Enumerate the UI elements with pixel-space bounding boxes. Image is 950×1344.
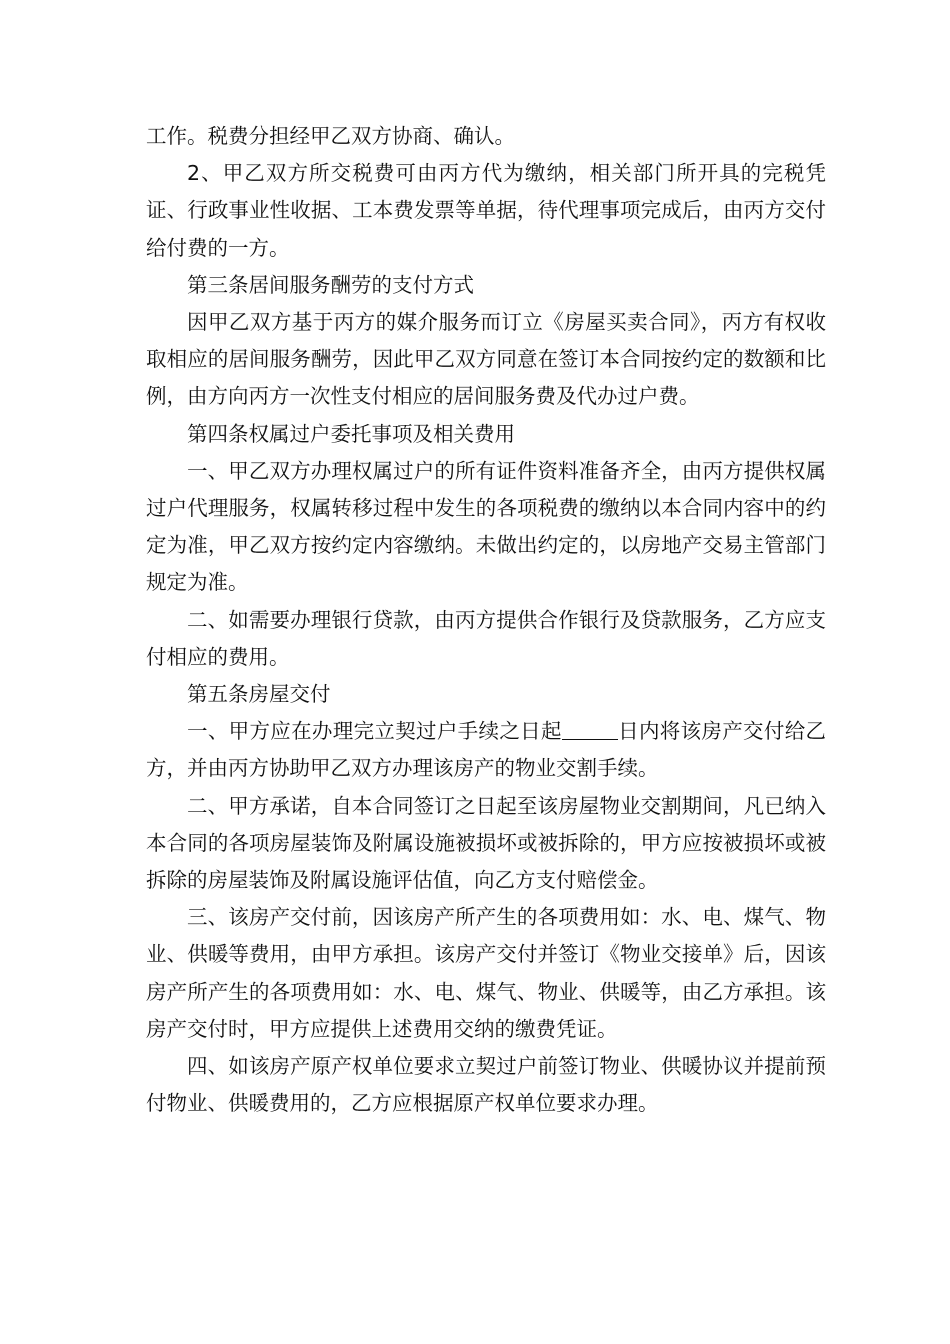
article-3-heading: 第三条居间服务酬劳的支付方式 (187, 272, 474, 297)
delivery-text-before-blank: 一、甲方应在办理完立契过户手续之日起 (187, 719, 562, 744)
paragraph-tax-sharing: 工作。税费分担经甲乙双方协商、确认。 (146, 124, 515, 148)
paragraph-delivery-deadline (146, 713, 826, 787)
paragraph-utility-fees: 三、该房产交付前，因该房产所产生的各项费用如：水、电、煤气、物业、供暖等费用，由甲方承担。该房产交付并签订《物业交接单》后，因该房产所产生的各项费用如：水、电、煤气、物业、供暖等，由乙方承担。该房产交付时，甲方应提供上述费用交纳的缴费凭证。 (146, 905, 826, 1041)
article-4-heading: 第四条权属过户委托事项及相关费用 (187, 421, 515, 446)
paragraph-damage-compensation: 二、甲方承诺，自本合同签订之日起至该房屋物业交割期间，凡已纳入本合同的各项房屋装饰及附属设施被损坏或被拆除的，甲方应按被损坏或被拆除的房屋装饰及附属设施评估值，向乙方支付赔偿金。 (146, 793, 826, 893)
paragraph-brokerage-fee: 因甲乙双方基于丙方的媒介服务而订立《房屋买卖合同》，丙方有权收取相应的居间服务酬劳，因此甲乙双方同意在签订本合同按约定的数额和比例，由方向丙方一次性支付相应的居间服务费及代办过户费。 (146, 310, 826, 409)
paragraph-tax-payment-by-c: 2、甲乙双方所交税费可由丙方代为缴纳，相关部门所开具的完税凭证、行政事业性收据、工本费发票等单据，待代理事项完成后，由丙方交付给付费的一方。 (146, 161, 826, 260)
paragraph-transfer-service: 一、甲乙双方办理权属过户的所有证件资料准备齐全，由丙方提供权属过户代理服务，权属转移过程中发生的各项税费的缴纳以本合同内容中的约定为准，甲乙双方按约定内容缴纳。未做出约定的，以房地产交易主管部门规定为准。 (146, 458, 826, 595)
paragraph-bank-loan: 二、如需要办理银行贷款，由丙方提供合作银行及贷款服务，乙方应支付相应的费用。 (146, 607, 826, 669)
article-5-heading: 第五条房屋交付 (187, 682, 331, 707)
delivery-text-after-blank: 日内将该房产交付给乙方，并由丙方协助甲乙双方办理该房产的物业交割手续。 (146, 719, 827, 781)
document-body (146, 118, 826, 1122)
days-blank-field (562, 717, 618, 740)
paragraph-property-agreement: 四、如该房产原产权单位要求立契过户前签订物业、供暖协议并提前预付物业、供暖费用的，乙方应根据原产权单位要求办理。 (146, 1054, 826, 1116)
